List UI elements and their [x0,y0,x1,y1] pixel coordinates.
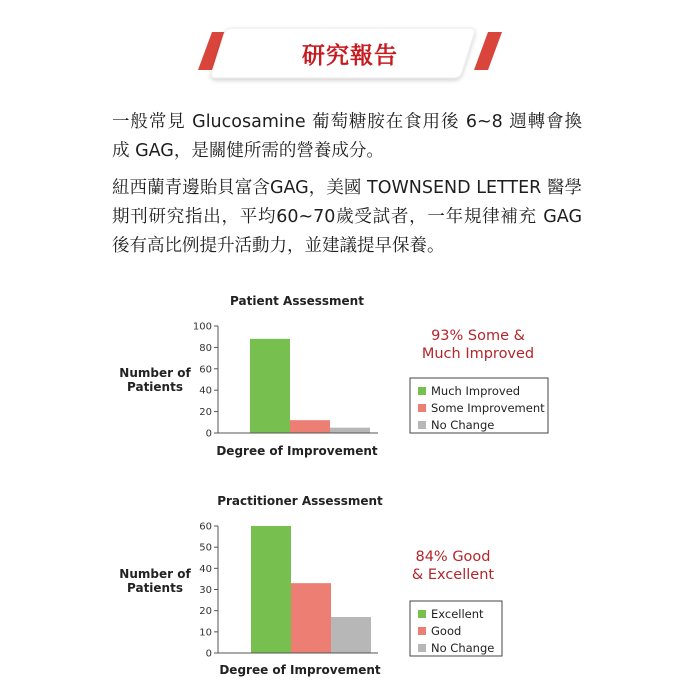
legend-swatch [418,387,426,395]
y-tick-label: 10 [199,627,212,639]
legend-swatch [418,610,426,618]
x-axis-label: Degree of Improvement [216,444,378,458]
legend-label: No Change [431,418,495,432]
x-axis-label: Degree of Improvement [219,663,381,677]
y-tick-label: 30 [199,585,212,596]
legend-label: Much Improved [431,384,521,398]
bar-no-change [330,428,370,433]
y-tick-label: 20 [199,407,212,419]
y-tick-label: 40 [199,563,212,575]
legend-swatch [418,644,426,652]
y-tick-label: 80 [199,342,212,354]
legend-swatch [418,421,426,429]
chart-title: Practitioner Assessment [217,494,383,508]
patient-assessment-chart [0,288,700,468]
practitioner-assessment-chart [0,488,700,688]
legend-label: Some Improvement [431,401,545,415]
annotation-line-2: & Excellent [411,567,495,583]
y-tick-label: 20 [199,606,212,618]
y-tick-label: 50 [199,542,212,554]
annotation-line-1: 84% Good [415,549,491,565]
y-axis-label-line-1: Number of [119,366,191,380]
legend [410,601,502,656]
y-tick-label: 0 [205,428,212,440]
bar-good [291,583,331,653]
bar-much-improved [250,339,290,433]
legend-swatch [418,627,426,635]
annotation-line-1: 93% Some & [431,328,525,344]
legend [410,378,548,433]
intro-paragraph: 一般常見 Glucosamine 葡萄糖胺在食用後 6~8 週轉會換成 GAG，是關健所需的營養成分。 [112,112,582,161]
study-paragraph: 紐西蘭青邊貽貝富含GAG，美國 TOWNSEND LETTER 醫學期刊研究指出，平均60~70歲受試者，一年規律補充 GAG 後有高比例提升活動力，並建議提早保養。 [112,178,582,256]
bar-excellent [251,526,291,653]
y-axis-label-line-1: Number of [119,567,191,581]
legend-swatch [418,404,426,412]
bar-some-improvement [290,420,330,433]
y-tick-label: 100 [192,321,212,333]
chart-title: Patient Assessment [230,294,364,308]
page-title: 研究報告 [302,43,398,69]
y-tick-label: 0 [205,648,212,660]
legend-label: Excellent [431,607,484,621]
y-tick-label: 40 [199,385,212,397]
y-tick-label: 60 [199,521,212,533]
y-axis-label-line-2: Patients [127,581,183,595]
legend-label: No Change [431,641,495,655]
bar-no-change [331,617,371,653]
y-tick-label: 60 [199,364,212,376]
legend-label: Good [431,624,462,638]
annotation-line-2: Much Improved [421,346,535,362]
y-axis-label-line-2: Patients [127,380,183,394]
